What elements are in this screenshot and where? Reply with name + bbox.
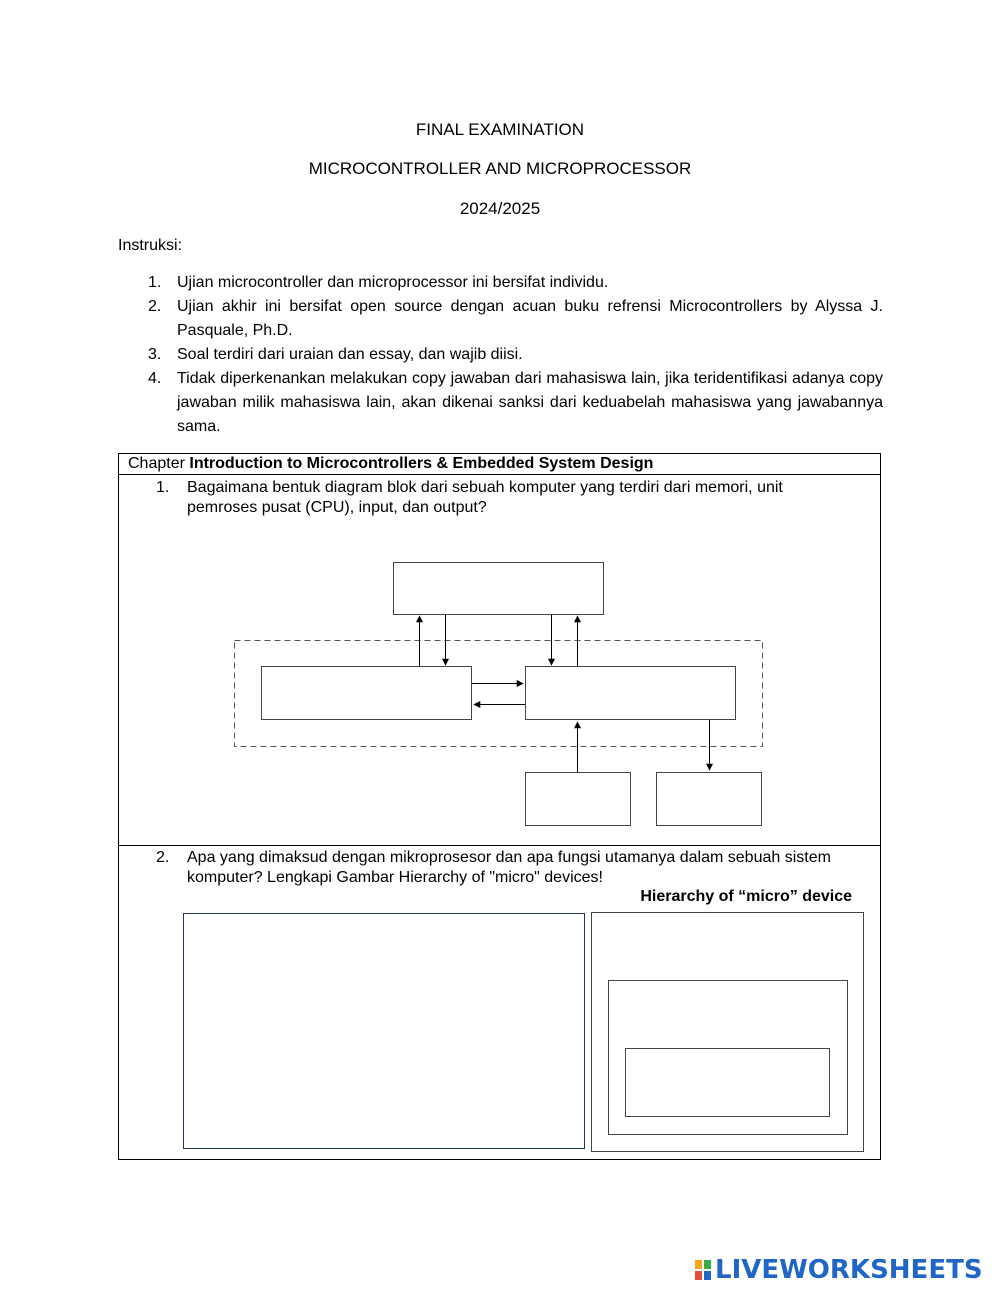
liveworksheets-logo [694,1254,983,1286]
instructions-label: Instruksi: [118,237,183,254]
question-text: Bagaimana bentuk diagram blok dari sebuah komputer yang terdiri dari memori, unit pemroses pusat (CPU), input, dan output? [187,479,783,516]
input-block[interactable] [526,773,631,826]
question-number: 1. [156,479,170,496]
row-divider [119,845,880,846]
logo-square [694,1259,703,1270]
instruction-number: 2. [148,298,162,315]
logo-square [694,1270,703,1281]
instruction-item [148,343,883,367]
cpu-left-block[interactable] [262,667,472,720]
instruction-number: 3. [148,346,162,363]
instruction-item [148,271,883,295]
exam-title: FINAL EXAMINATION [415,120,585,139]
instruction-text: Tidak diperkenankan melakukan copy jawaban dari mahasiswa lain, jika teridentifikasi adanya copy jawaban milik mahasiswa lain, akan dikenai sanksi dari keduabelah mahasiswa yang jawabannya sama. [177,370,883,435]
logo-square [703,1270,712,1281]
exam-year: 2024/2025 [459,199,541,218]
logo-text: LIVEWORKSHEETS [715,1255,983,1285]
instruction-item [148,367,883,439]
question-text: Apa yang dimaksud dengan mikroprosesor dan apa fungsi utamanya dalam sebuah sistem komputer? Lengkapi Gambar Hierarchy of "micro" devices! [187,849,831,886]
answer-box[interactable] [183,913,585,1149]
memory-block[interactable] [394,563,604,615]
exam-subject: MICROCONTROLLER AND MICROPROCESSOR [308,159,692,178]
logo-mark-icon [694,1259,712,1281]
chapter-title: Introduction to Microcontrollers & Embedded System Design [189,455,654,472]
output-block[interactable] [657,773,762,826]
chapter-prefix: Chapter [128,455,185,472]
instructions-list [148,271,883,439]
instruction-number: 1. [148,274,162,291]
instruction-item [148,295,883,343]
instruction-number: 4. [148,370,162,387]
instruction-text: Ujian akhir ini bersifat open source dengan acuan buku refrensi Microcontrollers by Alyssa J. Pasquale, Ph.D. [177,298,883,339]
instruction-text: Soal terdiri dari uraian dan essay, dan wajib diisi. [177,346,523,363]
question-number: 2. [156,849,170,866]
question-2 [156,848,856,888]
instruction-text: Ujian microcontroller dan microprocessor ini bersifat individu. [177,274,609,291]
block-diagram [119,454,882,845]
cpu-right-block[interactable] [526,667,736,720]
question-table [118,453,881,1160]
hierarchy-title: Hierarchy of “micro” device [640,888,852,905]
logo-square [703,1259,712,1270]
hierarchy-inner-box[interactable] [625,1048,830,1117]
